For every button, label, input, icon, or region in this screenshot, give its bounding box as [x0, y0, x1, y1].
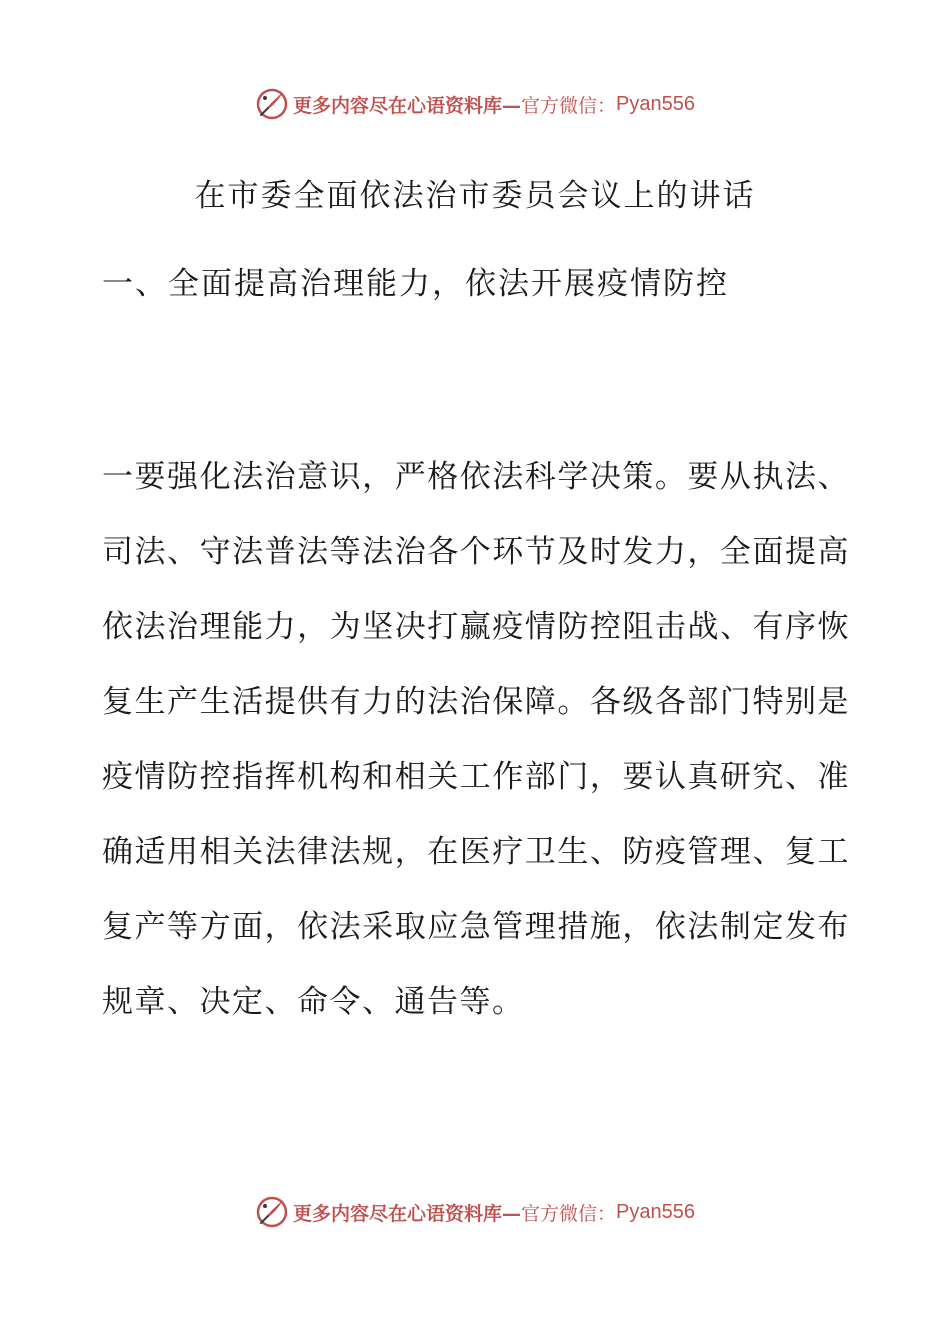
banner-wechat-id: Pyan556 — [616, 1200, 695, 1223]
document-title: 在市委全面依法治市委员会议上的讲话 — [194, 178, 756, 214]
feather-pen-logo-icon — [255, 1195, 289, 1229]
banner-promo-text: 更多内容尽在心语资料库— — [293, 1202, 522, 1225]
banner-wechat-label: 官方微信： — [521, 1202, 617, 1225]
body-paragraph: 一要强化法治意识，严格依法科学决策。要从执法、司法、守法普法等法治各个环节及时发力，全面提高依法治理能力，为坚决打赢疫情防控阻击战、有序恢复生产生活提供有力的法治保障。各级各部门特别是疫情防控指挥机构和相关工作部门，要认真研究、准确适用相关法律法规，在医疗卫生、防疫管理、复工复产等方面，依法采取应急管理措施，依法制定发布规章、决定、命令、通告等。 — [102, 459, 850, 1020]
footer-banner — [0, 1192, 950, 1232]
feather-pen-logo-icon — [255, 87, 289, 121]
banner-promo-text: 更多内容尽在心语资料库— — [293, 94, 522, 117]
header-banner — [0, 84, 950, 124]
banner-wechat-id: Pyan556 — [616, 92, 695, 115]
section-heading: 一、全面提高治理能力，依法开展疫情防控 — [102, 266, 729, 302]
banner-wechat-label: 官方微信： — [521, 94, 617, 117]
